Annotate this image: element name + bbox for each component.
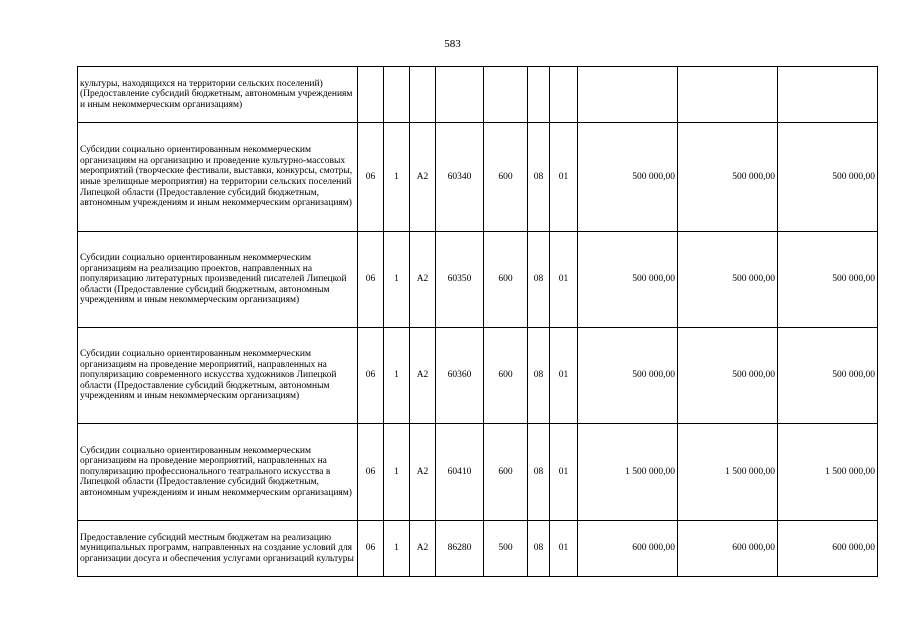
row-description: Субсидии социально ориентированным некоммерческим организациям на проведение мероприятий, направленных на популяризацию современного искусства художников Липецкой области (Предоставление субсидий бюджетным, автономным учреждениям и иным некоммерческим организациям): [78, 328, 358, 424]
program-code-cell: [358, 67, 384, 123]
table-row: [78, 67, 878, 123]
expense-type-cell: 600: [484, 328, 528, 424]
amount-year3-cell: [778, 67, 878, 123]
table-row: [78, 521, 878, 577]
expense-type-cell: 600: [484, 424, 528, 521]
subsection-cell: 01: [550, 123, 578, 232]
amount-year1-cell: 500 000,00: [578, 232, 678, 328]
subprogram-code-cell: 1: [384, 328, 410, 424]
subprogram-code-cell: 1: [384, 232, 410, 328]
amount-year1-cell: 1 500 000,00: [578, 424, 678, 521]
project-code-cell: [410, 67, 436, 123]
amount-year2-cell: [678, 67, 778, 123]
expense-type-cell: 500: [484, 521, 528, 577]
section-cell: 08: [528, 232, 550, 328]
budget-table: [77, 66, 878, 577]
section-cell: 08: [528, 521, 550, 577]
amount-year3-cell: 1 500 000,00: [778, 424, 878, 521]
table-row: [78, 123, 878, 232]
expense-type-cell: [484, 67, 528, 123]
amount-year1-cell: [578, 67, 678, 123]
amount-year2-cell: 500 000,00: [678, 328, 778, 424]
expense-type-cell: 600: [484, 232, 528, 328]
subsection-cell: [550, 67, 578, 123]
project-code-cell: А2: [410, 424, 436, 521]
row-description: культуры, находящихся на территории сельских поселений) (Предоставление субсидий бюджетным, автономным учреждениям и иным некоммерческим организациям): [78, 67, 358, 123]
table-row: [78, 424, 878, 521]
subsection-cell: 01: [550, 424, 578, 521]
subsection-cell: 01: [550, 328, 578, 424]
section-cell: 08: [528, 424, 550, 521]
row-description: Субсидии социально ориентированным некоммерческим организациям на организацию и проведение культурно-массовых мероприятий (творческие фестивали, выставки, конкурсы, смотры, иные зрелищные мероприятия) на территории сельских поселений Липецкой области (Предоставление субсидий бюджетным, автономным учреждениям и иным некоммерческим организациям): [78, 123, 358, 232]
amount-year2-cell: 1 500 000,00: [678, 424, 778, 521]
subsection-cell: 01: [550, 521, 578, 577]
section-cell: 08: [528, 123, 550, 232]
direction-code-cell: 60350: [436, 232, 484, 328]
program-code-cell: 06: [358, 123, 384, 232]
amount-year2-cell: 500 000,00: [678, 123, 778, 232]
subprogram-code-cell: 1: [384, 424, 410, 521]
subsection-cell: 01: [550, 232, 578, 328]
table-row: [78, 328, 878, 424]
page-number: 583: [444, 38, 461, 50]
program-code-cell: 06: [358, 521, 384, 577]
project-code-cell: А2: [410, 123, 436, 232]
section-cell: 08: [528, 328, 550, 424]
project-code-cell: А2: [410, 232, 436, 328]
direction-code-cell: 86280: [436, 521, 484, 577]
amount-year3-cell: 500 000,00: [778, 232, 878, 328]
row-description: Субсидии социально ориентированным некоммерческим организациям на проведение мероприятий, направленных на популяризацию профессионального театрального искусства в Липецкой области (Предоставление субсидий бюджетным, автономным учреждениям и иным некоммерческим организациям): [78, 424, 358, 521]
direction-code-cell: [436, 67, 484, 123]
expense-type-cell: 600: [484, 123, 528, 232]
amount-year2-cell: 500 000,00: [678, 232, 778, 328]
direction-code-cell: 60340: [436, 123, 484, 232]
amount-year1-cell: 500 000,00: [578, 328, 678, 424]
direction-code-cell: 60360: [436, 328, 484, 424]
project-code-cell: А2: [410, 521, 436, 577]
program-code-cell: 06: [358, 232, 384, 328]
amount-year3-cell: 500 000,00: [778, 328, 878, 424]
amount-year3-cell: 500 000,00: [778, 123, 878, 232]
subprogram-code-cell: 1: [384, 521, 410, 577]
subprogram-code-cell: 1: [384, 123, 410, 232]
amount-year2-cell: 600 000,00: [678, 521, 778, 577]
direction-code-cell: 60410: [436, 424, 484, 521]
section-cell: [528, 67, 550, 123]
amount-year1-cell: 600 000,00: [578, 521, 678, 577]
table-row: [78, 232, 878, 328]
amount-year1-cell: 500 000,00: [578, 123, 678, 232]
project-code-cell: А2: [410, 328, 436, 424]
program-code-cell: 06: [358, 328, 384, 424]
program-code-cell: 06: [358, 424, 384, 521]
row-description: Предоставление субсидий местным бюджетам на реализацию муниципальных программ, направленных на создание условий для организации досуга и обеспечения услугами организаций культуры: [78, 521, 358, 577]
row-description: Субсидии социально ориентированным некоммерческим организациям на реализацию проектов, направленных на популяризацию литературных произведений писателей Липецкой области (Предоставление субсидий бюджетным, автономным учреждениям и иным некоммерческим организациям): [78, 232, 358, 328]
subprogram-code-cell: [384, 67, 410, 123]
amount-year3-cell: 600 000,00: [778, 521, 878, 577]
